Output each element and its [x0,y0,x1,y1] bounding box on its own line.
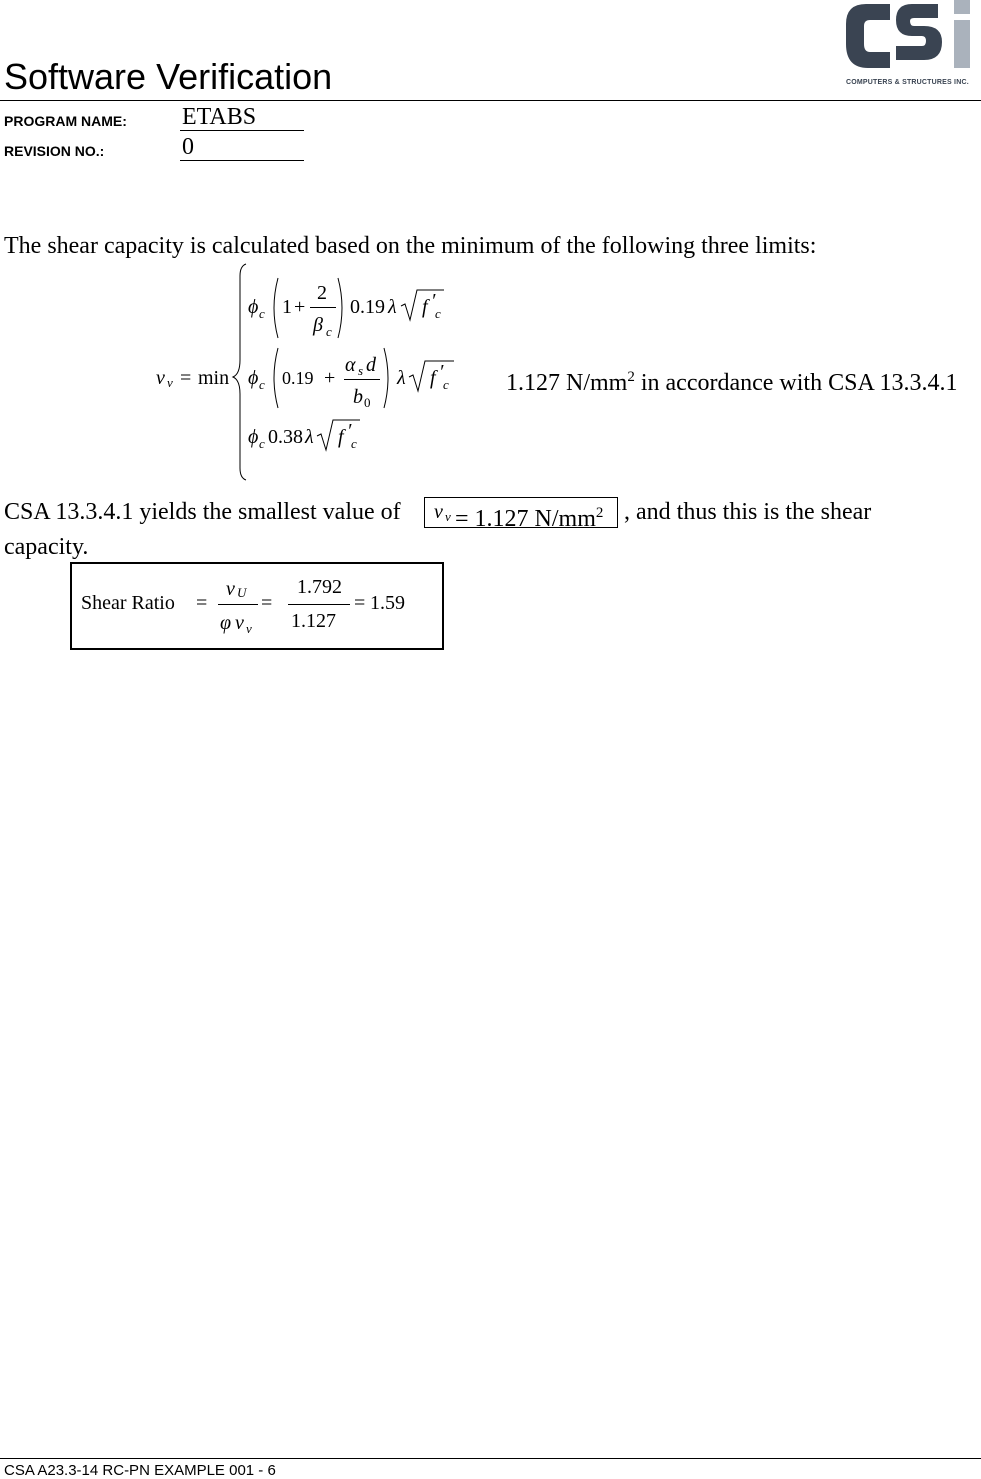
eq1-left-paren [268,276,280,340]
eq-result-sup: 2 [627,369,635,385]
eq2-b-sub: 0 [364,395,371,410]
eq2-d: d [366,354,376,376]
ratio-num-var: v [226,578,235,600]
ratio-den-sub: v [246,621,252,636]
eq2-coef: 0.19 [282,368,314,388]
footer-rule [0,1458,981,1459]
eq1-phi-sub: c [259,306,265,321]
eq2-lambda: λ [397,367,406,389]
eq2-prime: ′ [439,361,444,383]
ratio-result: 1.59 [370,592,405,614]
eq1-lambda: λ [388,296,397,318]
ratio-num-val: 1.792 [297,576,342,598]
eq1-prime: ′ [431,290,436,312]
eq3-coef: 0.38 [268,426,303,448]
eq1-beta: β [313,314,323,336]
boxed-value [424,497,618,532]
ratio-eq2: = [261,592,273,614]
eq1-f: f [422,296,428,318]
ratio-den-val: 1.127 [291,610,336,632]
program-name-value: ETABS [180,104,304,131]
eq1-frac-bar [310,307,336,308]
eq2-alpha-sub: s [358,363,364,378]
shear-capacity-equation [150,262,980,482]
page-title: Software Verification [4,56,333,97]
eq-result-value: 1.127 N/mm [506,370,628,396]
ratio-den-phi: φ [220,612,232,634]
eq1-plus: + [294,296,306,318]
eq2-left-paren [268,346,280,410]
footer-text: CSA A23.3-14 RC-PN EXAMPLE 001 - 6 [4,1462,276,1479]
conclusion-line-1 [4,498,401,526]
ratio-frac-bar-2 [288,604,350,605]
eq-result-note: in accordance with CSA 13.3.4.1 [634,370,958,396]
eq1-right-paren [336,276,348,340]
eq-equals: = [180,367,192,389]
eq1-coef: 0.19 [350,296,385,318]
header-rule [0,100,981,101]
logo-text: COMPUTERS & STRUCTURES INC. [846,79,969,86]
eq-lhs-sub: v [167,375,173,390]
eq3-prime: ′ [347,420,352,442]
revision-value: 0 [180,134,304,161]
eq3-f-sub: c [351,436,357,451]
ratio-label: Shear Ratio [81,592,175,614]
eq1-two: 2 [317,282,327,304]
ratio-frac-bar-1 [218,604,258,605]
revision-label: REVISION NO.: [4,143,105,159]
eq2-f: f [430,367,436,389]
eq1-beta-sub: c [326,324,332,339]
csi-logo [838,0,978,92]
eq3-phi: ϕ [248,426,259,448]
eq2-right-paren [382,346,394,410]
eq2-alpha: α [345,354,356,376]
boxed-value-sup: 2 [595,505,604,521]
eq1-f-sub: c [435,306,441,321]
csi-logo-mark [838,0,978,72]
conclusion-line-1b: , and thus this is the shear [624,499,872,525]
eq2-frac-bar [344,379,380,380]
shear-ratio-box [70,562,444,650]
eq3-f: f [338,426,344,448]
eq2-plus: + [324,367,336,389]
conclusion-text-1: CSA 13.3.4.1 yields the smallest value of [4,499,401,525]
program-name-label: PROGRAM NAME: [4,113,127,129]
ratio-den-var: v [235,612,244,634]
eq3-lambda: λ [305,426,314,448]
ratio-eq1: = [196,592,208,614]
eq-lhs-var: v [156,367,165,389]
eq3-phi-sub: c [259,436,265,451]
eq2-phi-sub: c [259,377,265,392]
boxed-value-number: = 1.127 N/mm [455,506,596,532]
eq-min: min [198,367,230,389]
conclusion-line-2: capacity. [4,534,89,560]
eq2-b: b [353,386,363,408]
intro-paragraph: The shear capacity is calculated based on the minimum of the following three limits: [4,233,817,259]
eq-left-brace [230,262,250,482]
ratio-num-sub: U [237,585,247,600]
eq2-f-sub: c [443,377,449,392]
ratio-eq3: = [354,592,366,614]
boxed-var: v [434,501,443,523]
eq2-phi: ϕ [248,367,259,389]
eq-result [506,363,957,397]
eq1-one: 1 [282,296,292,318]
boxed-value-text [455,499,603,533]
boxed-sub: v [445,509,451,524]
eq1-phi: ϕ [248,296,259,318]
